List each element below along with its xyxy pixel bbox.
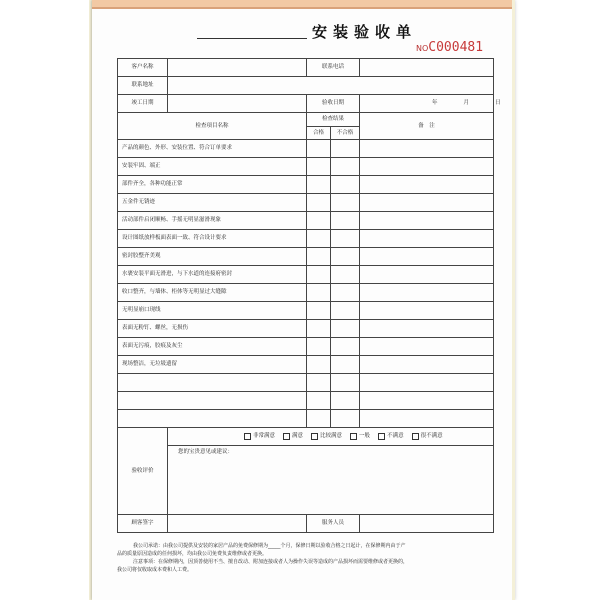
blank-item-cell[interactable] xyxy=(118,410,307,428)
blank-row xyxy=(118,374,494,392)
result-header: 检查结果 xyxy=(307,113,360,127)
fail-cell[interactable] xyxy=(331,176,360,194)
check-item-row xyxy=(118,338,494,356)
check-item-name: 现场整洁，无垃圾遗留 xyxy=(118,356,307,374)
check-item-name: 设计图纸放样板面表面一致、符合设计要求 xyxy=(118,230,307,248)
remarks-cell[interactable] xyxy=(360,248,494,266)
check-item-name: 活动部件启闭顺畅、手摇无明显滋滑现象 xyxy=(118,212,307,230)
blank-row xyxy=(118,392,494,410)
fail-cell[interactable] xyxy=(331,230,360,248)
month-label: 月 xyxy=(463,100,470,106)
blank-item-cell[interactable] xyxy=(118,392,307,410)
rating-option-label: 一般 xyxy=(359,433,371,439)
contact-phone-label: 联系电话 xyxy=(307,59,360,77)
rating-option-label: 满意 xyxy=(292,433,304,439)
pass-cell[interactable] xyxy=(307,230,331,248)
blank-row xyxy=(118,410,494,428)
completion-date-field[interactable] xyxy=(168,95,307,113)
top-binding-band xyxy=(92,0,512,9)
customer-signature-field[interactable] xyxy=(168,515,307,533)
rating-options-group xyxy=(172,433,489,440)
warranty-line-1: 我公司承诺：由我公司提供及安装的家居产品的免费保修期为_____个月，保修日期以验收合格之日起计，在保修期内由于产 xyxy=(133,543,406,549)
checkbox-icon[interactable] xyxy=(311,433,318,440)
serial-number xyxy=(416,40,483,55)
fail-cell[interactable] xyxy=(331,158,360,176)
remarks-cell[interactable] xyxy=(360,140,494,158)
customer-name-field[interactable] xyxy=(168,59,307,77)
item-name-header: 检查项目名称 xyxy=(118,113,307,140)
check-item-row xyxy=(118,176,494,194)
remarks-cell[interactable] xyxy=(360,284,494,302)
check-item-name: 收口整齐，与墙体、柜体等无明显过大缝隙 xyxy=(118,284,307,302)
checkbox-icon[interactable] xyxy=(412,433,419,440)
suggestion-area[interactable] xyxy=(168,446,494,515)
check-item-row xyxy=(118,140,494,158)
fail-cell[interactable] xyxy=(331,140,360,158)
acceptance-date-field[interactable] xyxy=(360,95,501,113)
check-item-row xyxy=(118,212,494,230)
notice-line-1: 注意事项：在保修期内，因顶善使用不当、擅自改动、附加连接或者人为操作失误等造成的产品损坏而需要维修或者更换的， xyxy=(133,559,409,565)
check-item-row xyxy=(118,194,494,212)
fail-cell[interactable] xyxy=(331,320,360,338)
day-label: 日 xyxy=(495,100,501,106)
acceptance-date-label: 验收日期 xyxy=(307,95,360,113)
remarks-cell[interactable] xyxy=(360,338,494,356)
remarks-cell[interactable] xyxy=(360,158,494,176)
blank-pass-cell[interactable] xyxy=(307,410,331,428)
check-item-row xyxy=(118,356,494,374)
rating-option[interactable] xyxy=(378,433,404,440)
remarks-cell[interactable] xyxy=(360,176,494,194)
pass-cell[interactable] xyxy=(307,266,331,284)
check-item-name: 水裹安装平面无滑进，与下水道的连接府密封 xyxy=(118,266,307,284)
rating-option-label: 很不满意 xyxy=(420,433,443,439)
rating-option-label: 非常满意 xyxy=(253,433,276,439)
pass-cell[interactable] xyxy=(307,248,331,266)
pass-cell[interactable] xyxy=(307,212,331,230)
check-item-row xyxy=(118,230,494,248)
blank-pass-cell[interactable] xyxy=(307,374,331,392)
rating-option[interactable] xyxy=(412,433,443,440)
customer-row xyxy=(118,59,494,77)
checkbox-icon[interactable] xyxy=(244,433,251,440)
pass-cell[interactable] xyxy=(307,284,331,302)
pass-cell[interactable] xyxy=(307,356,331,374)
form-title: 安装验收单 xyxy=(312,23,418,41)
checkbox-icon[interactable] xyxy=(378,433,385,440)
fail-cell[interactable] xyxy=(331,266,360,284)
check-item-name: 部件齐全，各种功能正常 xyxy=(118,176,307,194)
pass-cell[interactable] xyxy=(307,158,331,176)
rating-option-label: 比较满意 xyxy=(320,433,343,439)
fail-header: 不合格 xyxy=(331,127,360,140)
check-item-row xyxy=(118,302,494,320)
check-item-row xyxy=(118,158,494,176)
rating-option[interactable] xyxy=(350,433,370,440)
blank-remarks-cell[interactable] xyxy=(360,392,494,410)
pass-cell[interactable] xyxy=(307,176,331,194)
pass-cell[interactable] xyxy=(307,338,331,356)
serial-value: C000481 xyxy=(428,40,484,55)
blank-remarks-cell[interactable] xyxy=(360,374,494,392)
address-row xyxy=(118,77,494,95)
pass-header: 合格 xyxy=(307,127,331,140)
dates-row xyxy=(118,95,494,113)
pass-cell[interactable] xyxy=(307,140,331,158)
rating-label: 验收评价 xyxy=(118,428,168,515)
pass-cell[interactable] xyxy=(307,194,331,212)
checkbox-icon[interactable] xyxy=(283,433,290,440)
right-edge-strip xyxy=(512,0,515,600)
pass-cell[interactable] xyxy=(307,320,331,338)
check-item-row xyxy=(118,266,494,284)
title-underline xyxy=(197,38,307,39)
remarks-header: 备 注 xyxy=(360,113,494,140)
remarks-cell[interactable] xyxy=(360,194,494,212)
remarks-cell[interactable] xyxy=(360,356,494,374)
fail-cell[interactable] xyxy=(331,194,360,212)
rating-option[interactable] xyxy=(244,433,275,440)
check-item-name: 五金件无锈迹 xyxy=(118,194,307,212)
blank-remarks-cell[interactable] xyxy=(360,410,494,428)
pass-cell[interactable] xyxy=(307,302,331,320)
blank-fail-cell[interactable] xyxy=(331,410,360,428)
fail-cell[interactable] xyxy=(331,356,360,374)
remarks-cell[interactable] xyxy=(360,302,494,320)
column-header-row xyxy=(118,113,494,127)
remarks-cell[interactable] xyxy=(360,230,494,248)
remarks-cell[interactable] xyxy=(360,212,494,230)
staff-signature-field[interactable] xyxy=(360,515,494,533)
check-item-row xyxy=(118,284,494,302)
blank-pass-cell[interactable] xyxy=(307,392,331,410)
customer-signature-label: 顾客签字 xyxy=(118,515,168,533)
blank-fail-cell[interactable] xyxy=(331,392,360,410)
fail-cell[interactable] xyxy=(331,284,360,302)
check-item-name: 表面无污痕，胶痕及灰尘 xyxy=(118,338,307,356)
blank-item-cell[interactable] xyxy=(118,374,307,392)
address-label: 联系地址 xyxy=(118,77,168,95)
signature-row xyxy=(118,515,494,533)
customer-name-label: 客户名称 xyxy=(118,59,168,77)
year-label: 年 xyxy=(432,100,438,106)
notice-line-2: 我公司将仅收取成本费和人工费。 xyxy=(117,567,193,573)
check-item-row xyxy=(118,320,494,338)
suggestion-label: 您的宝贵意见或建议： xyxy=(178,449,234,455)
fail-cell[interactable] xyxy=(331,302,360,320)
check-item-name: 表面无粉钉、螺丝，无损伤 xyxy=(118,320,307,338)
fail-cell[interactable] xyxy=(331,212,360,230)
contact-phone-field[interactable] xyxy=(360,59,494,77)
fail-cell[interactable] xyxy=(331,248,360,266)
fail-cell[interactable] xyxy=(331,338,360,356)
checkbox-icon[interactable] xyxy=(350,433,357,440)
check-item-name: 密封胶整齐美观 xyxy=(118,248,307,266)
check-item-name: 产品的颜色、外形、安装位置、符合订单要求 xyxy=(118,140,307,158)
rating-option[interactable] xyxy=(311,433,342,440)
check-item-row xyxy=(118,248,494,266)
check-item-name: 无明显崩口现线 xyxy=(118,302,307,320)
rating-option-label: 不满意 xyxy=(387,433,404,439)
staff-label: 服务人员 xyxy=(307,515,360,533)
rating-row xyxy=(118,428,494,446)
remarks-cell[interactable] xyxy=(360,266,494,284)
rating-option[interactable] xyxy=(283,433,303,440)
acceptance-table xyxy=(117,58,501,533)
warranty-line-2: 品的质量原因造成的任何损坏，均由我公司免费负责维修或者更换。 xyxy=(117,551,268,557)
check-item-name: 安装牢固、端正 xyxy=(118,158,307,176)
completion-date-label: 竣工日期 xyxy=(118,95,168,113)
footer-terms xyxy=(117,542,493,574)
serial-prefix: NO xyxy=(416,44,429,53)
remarks-cell[interactable] xyxy=(360,320,494,338)
address-field[interactable] xyxy=(168,77,494,95)
suggestion-row xyxy=(118,446,494,515)
blank-fail-cell[interactable] xyxy=(331,374,360,392)
rating-options xyxy=(168,428,494,446)
